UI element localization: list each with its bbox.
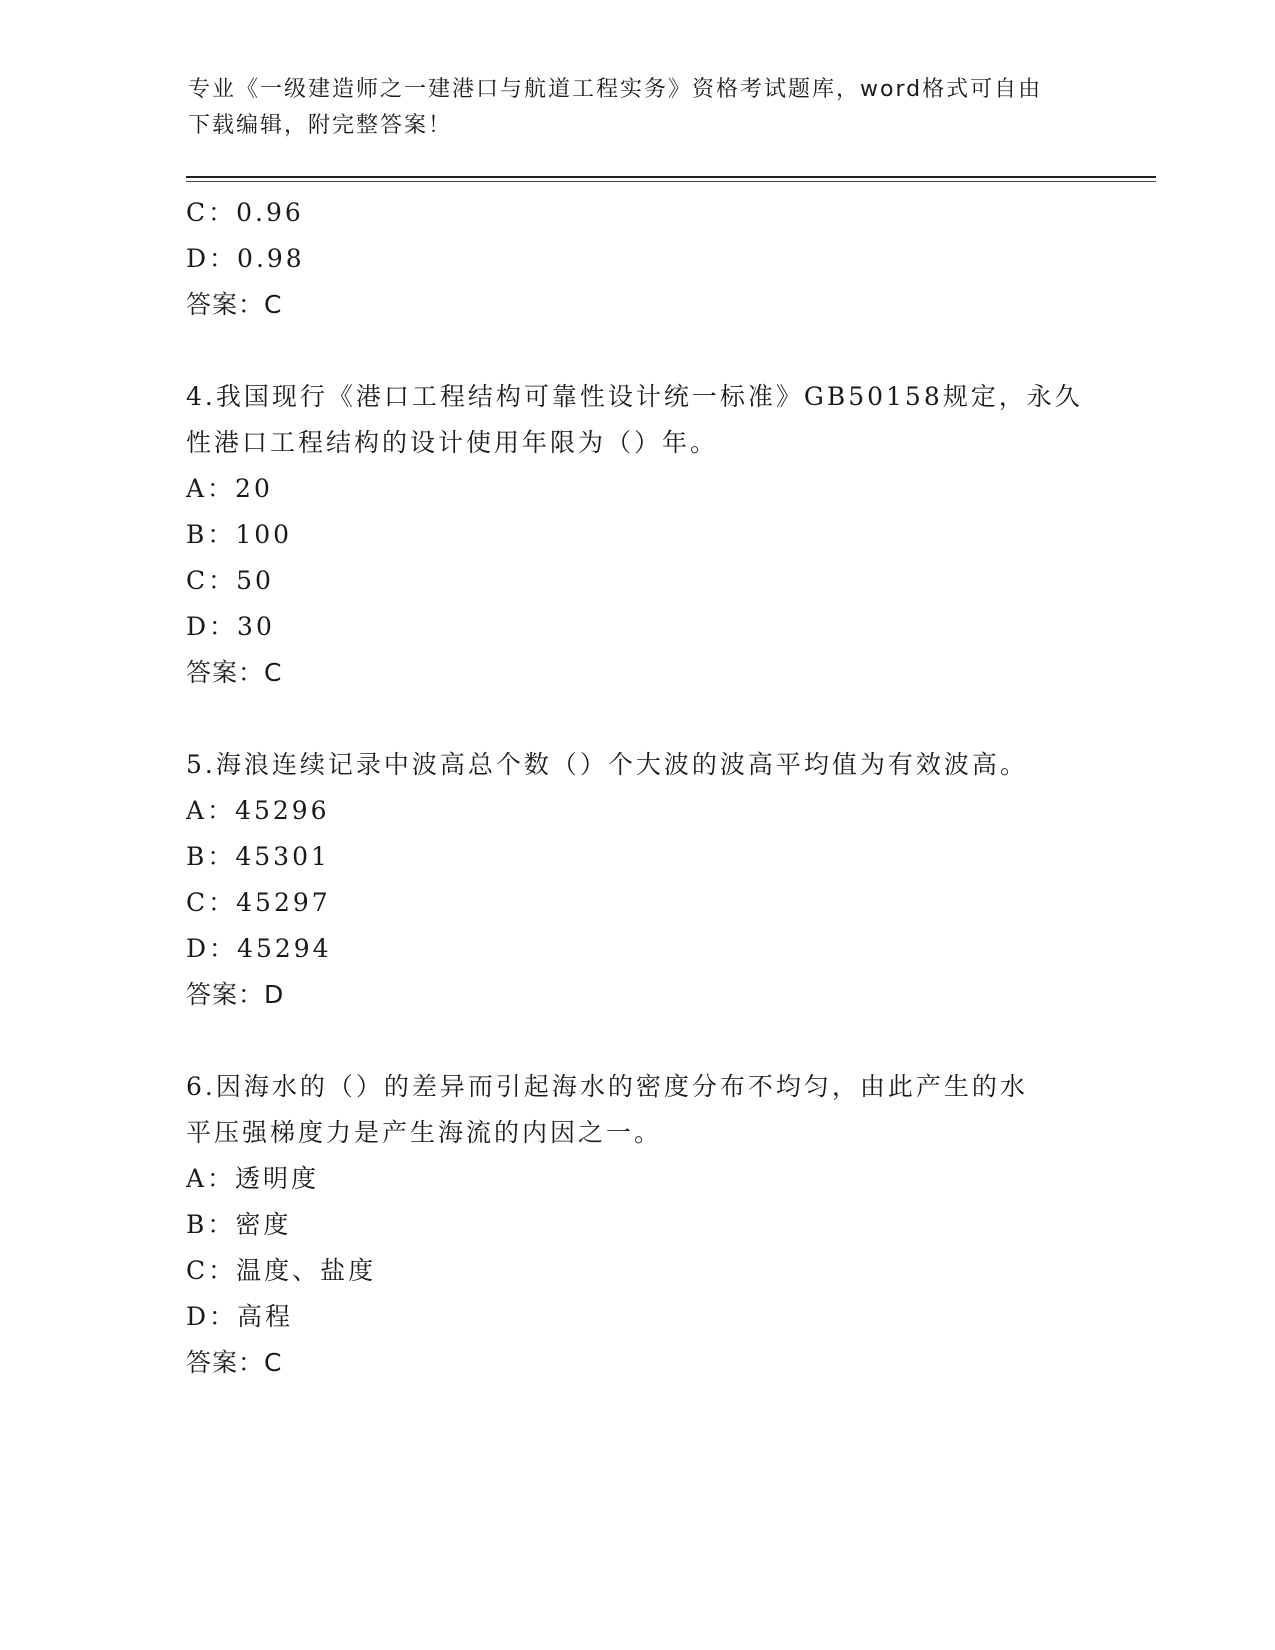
question-list [186,190,1086,1386]
header-line-1: 专业《一级建造师之一建港口与航道工程实务》资格考试题库，word格式可自由 [188,77,1043,102]
q6-option-c: C：温度、盐度 [186,1256,377,1285]
q4-answer: 答案：C [186,658,283,687]
q6-stem-line-2: 平压强梯度力是产生海流的内因之一。 [186,1118,663,1147]
q6-option-d: D：高程 [186,1302,294,1331]
q4-option-c: C：50 [186,566,274,595]
question-3-tail [186,190,1086,328]
header-divider-thin [186,181,1156,182]
spacer [186,328,1086,374]
q5-answer: 答案：D [186,980,285,1009]
q6-option-a: A：透明度 [186,1164,320,1193]
q5-stem: 5.海浪连续记录中波高总个数（）个大波的波高平均值为有效波高。 [186,750,1028,779]
question-6 [186,1064,1086,1386]
q4-option-a: A：20 [186,474,273,503]
q4-stem-line-1: 4.我国现行《港口工程结构可靠性设计统一标准》GB50158规定，永久 [186,382,1083,411]
q3-option-c: C：0.96 [186,198,304,227]
q4-option-b: B：100 [186,520,293,549]
header-line-2: 下载编辑，附完整答案！ [188,113,453,138]
q5-option-c: C：45297 [186,888,331,917]
spacer [186,696,1086,742]
q4-stem-line-2: 性港口工程结构的设计使用年限为（）年。 [186,428,719,457]
q3-option-d: D：0.98 [186,244,305,273]
q6-stem-line-1: 6.因海水的（）的差异而引起海水的密度分布不均匀，由此产生的水 [186,1072,1028,1101]
header-divider-thick [186,176,1156,178]
q6-answer: 答案：C [186,1348,283,1377]
q3-answer: 答案：C [186,290,283,319]
document-header [188,72,1068,144]
question-4 [186,374,1086,696]
q5-option-d: D：45294 [186,934,332,963]
question-5 [186,742,1086,1018]
q5-option-a: A：45296 [186,796,330,825]
q4-option-d: D：30 [186,612,275,641]
spacer [186,1018,1086,1064]
q6-option-b: B：密度 [186,1210,292,1239]
q5-option-b: B：45301 [186,842,330,871]
